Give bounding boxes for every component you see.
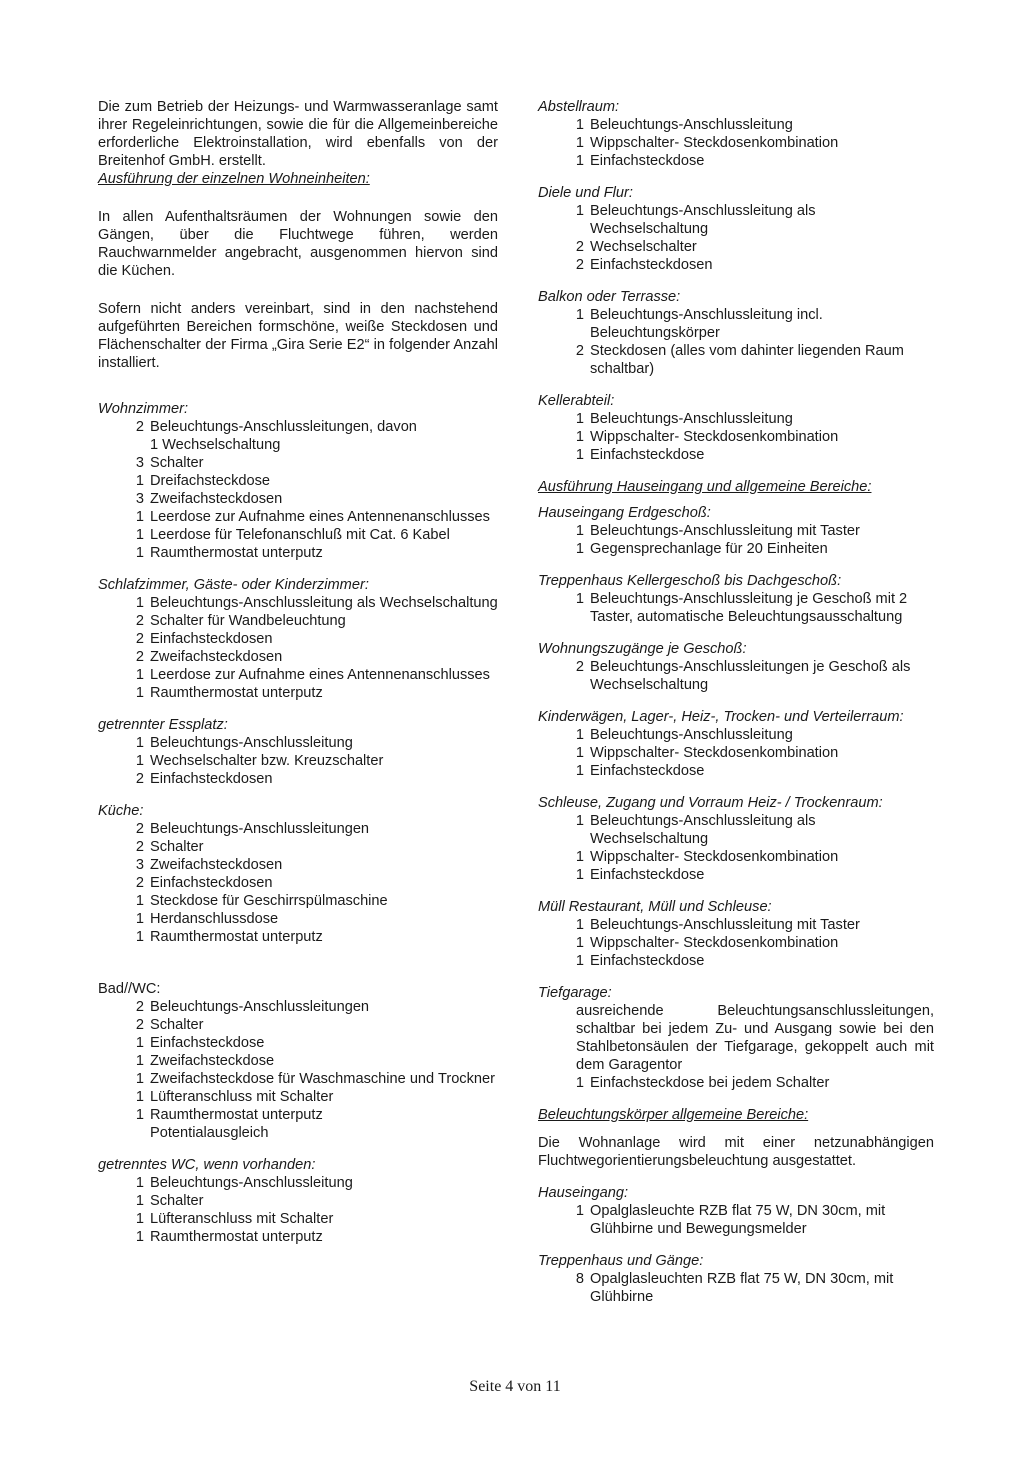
item-list (538, 658, 934, 694)
item-text: Schalter für Wandbeleuchtung (150, 613, 346, 629)
section (538, 898, 934, 970)
list-item (538, 306, 934, 342)
list-item (98, 630, 498, 648)
item-quantity: 1 (135, 893, 144, 909)
section (538, 288, 934, 378)
item-quantity: 1 (575, 953, 584, 969)
right-sections-units (538, 98, 934, 464)
lighting-paragraph: Die Wohnanlage wird mit einer netzunabhängigen Fluchtwegorientierungsbeleuchtung ausgestattet. (538, 1135, 934, 1169)
list-item (98, 1070, 498, 1088)
item-list (98, 998, 498, 1142)
item-quantity: 2 (135, 1017, 144, 1033)
item-text: Wechselschalter bzw. Kreuzschalter (150, 753, 384, 769)
item-quantity: 3 (135, 857, 144, 873)
item-quantity (98, 436, 150, 454)
list-item (98, 594, 498, 612)
list-item (98, 472, 498, 490)
item-text: Schalter (150, 455, 204, 471)
item-text: Einfachsteckdosen (150, 875, 273, 891)
section-title: Kinderwägen, Lager-, Heiz-, Trocken- und Verteilerraum: (538, 709, 904, 725)
item-quantity: 1 (575, 203, 584, 219)
list-item (98, 1210, 498, 1228)
item-list (538, 306, 934, 378)
list-item (98, 874, 498, 892)
item-text: Wippschalter- Steckdosenkombination (590, 935, 839, 951)
item-quantity: 2 (575, 257, 584, 273)
smoke-detector-paragraph: In allen Aufenthaltsräumen der Wohnungen sowie den Gängen, über die Fluchtwege führen, werden Rauchwarnmelder angebracht, ausgenommen hiervon sind die Küchen. (98, 209, 498, 279)
item-quantity: 2 (135, 613, 144, 629)
item-quantity: 2 (135, 631, 144, 647)
item-quantity: 1 (575, 1075, 584, 1091)
item-text: Beleuchtungs-Anschlussleitung (150, 735, 353, 751)
list-item (98, 544, 498, 562)
item-list (98, 1174, 498, 1246)
section (538, 708, 934, 780)
item-quantity: 1 (575, 117, 584, 133)
section-title: Wohnungszugänge je Geschoß: (538, 641, 747, 657)
item-list (538, 916, 934, 970)
tiefgarage-text: ausreichende Beleuchtungsanschlussleitungen, schaltbar bei jedem Zu- und Ausgang sowie bei den Stahlbetonsäulen der Tiefgarage, gekoppelt auch mit dem Garagentor (576, 1003, 934, 1073)
list-item (538, 202, 934, 238)
item-text: Gegensprechanlage für 20 Einheiten (590, 541, 828, 557)
intro-paragraph: Die zum Betrieb der Heizungs- und Warmwasseranlage samt ihrer Regeleinrichtungen, sowie die für die Allgemeinbereiche erforderliche Elektroinstallation, wird ebenfalls von der Breitenhof GmbH. erstellt. (98, 99, 498, 169)
item-quantity: 1 (575, 153, 584, 169)
list-item (98, 1034, 498, 1052)
section-title: Schleuse, Zugang und Vorraum Heiz- / Trockenraum: (538, 795, 883, 811)
item-text: Steckdose für Geschirrspülmaschine (150, 893, 388, 909)
list-item (538, 152, 934, 170)
item-quantity: 1 (575, 917, 584, 933)
item-quantity: 1 (575, 813, 584, 829)
item-list (98, 734, 498, 788)
right-column (538, 98, 934, 1320)
list-item (538, 256, 934, 274)
list-item (98, 1016, 498, 1034)
item-quantity: 2 (135, 999, 144, 1015)
list-item (538, 812, 934, 848)
item-text: Dreifachsteckdose (150, 473, 271, 489)
item-text: Einfachsteckdose (590, 447, 705, 463)
list-item (98, 648, 498, 666)
item-text: Opalglasleuchte RZB flat 75 W, DN 30cm, mit Glühbirne und Bewegungsmelder (590, 1203, 886, 1237)
item-text: Steckdosen (alles vom dahinter liegenden Raum schaltbar) (590, 343, 904, 377)
item-text: Einfachsteckdose (590, 953, 705, 969)
item-text: Raumthermostat unterputz (150, 545, 323, 561)
item-quantity: 2 (575, 659, 584, 675)
list-item (98, 1174, 498, 1192)
list-item (538, 658, 934, 694)
item-quantity: 1 (575, 935, 584, 951)
list-item (98, 454, 498, 472)
section-title: Treppenhaus Kellergeschoß bis Dachgeschoß: (538, 573, 842, 589)
item-quantity: 1 (135, 929, 144, 945)
section (98, 802, 498, 946)
section (98, 400, 498, 562)
list-item (538, 428, 934, 446)
item-text: 1 Wechselschaltung (150, 437, 281, 453)
section (538, 184, 934, 274)
item-text: Zweifachsteckdosen (150, 857, 283, 873)
section-title: Tiefgarage: (538, 985, 612, 1001)
list-item (98, 418, 498, 436)
item-quantity: 1 (575, 447, 584, 463)
section (538, 794, 934, 884)
item-text: Herdanschlussdose (150, 911, 279, 927)
item-quantity: 1 (575, 307, 584, 323)
list-item (538, 952, 934, 970)
item-text: Beleuchtungs-Anschlussleitung (590, 117, 793, 133)
item-list (538, 522, 934, 558)
item-text: Schalter (150, 1193, 204, 1209)
section-tiefgarage (538, 984, 934, 1092)
list-item (98, 1088, 498, 1106)
section-title: getrenntes WC, wenn vorhanden: (98, 1157, 316, 1173)
item-text: Wechselschalter (590, 239, 697, 255)
list-item (538, 134, 934, 152)
item-quantity: 1 (135, 1053, 144, 1069)
item-quantity: 1 (575, 591, 584, 607)
item-quantity: 1 (575, 745, 584, 761)
item-text: Raumthermostat unterputz (150, 929, 323, 945)
list-item (98, 734, 498, 752)
item-quantity: 1 (135, 473, 144, 489)
item-text: Beleuchtungs-Anschlussleitung je Geschoß mit 2 Taster, automatische Beleuchtungsausschaltung (590, 591, 908, 625)
item-text: Einfachsteckdosen (150, 631, 273, 647)
list-item (538, 446, 934, 464)
section (538, 1252, 934, 1306)
item-quantity: 1 (575, 1203, 584, 1219)
item-text: Einfachsteckdose (590, 867, 705, 883)
list-item (538, 1202, 934, 1238)
section (538, 504, 934, 558)
list-item (98, 892, 498, 910)
item-text: Schalter (150, 839, 204, 855)
section-title: Abstellraum: (538, 99, 620, 115)
right-sections-lighting (538, 1184, 934, 1306)
list-item (98, 998, 498, 1016)
section (538, 1184, 934, 1238)
page-number: Seite 4 von 11 (469, 1378, 561, 1395)
item-text: Wippschalter- Steckdosenkombination (590, 135, 839, 151)
item-text: Leerdose für Telefonanschluß mit Cat. 6 Kabel (150, 527, 450, 543)
item-quantity: 1 (135, 735, 144, 751)
section-title: Diele und Flur: (538, 185, 633, 201)
list-item (538, 848, 934, 866)
item-text: Wippschalter- Steckdosenkombination (590, 429, 839, 445)
item-list (538, 812, 934, 884)
item-text: Raumthermostat unterputz (150, 685, 323, 701)
item-text: Beleuchtungs-Anschlussleitung als Wechselschaltung (590, 203, 816, 237)
item-text: Zweifachsteckdose (150, 1053, 275, 1069)
left-sections (98, 400, 498, 1246)
item-text: Beleuchtungs-Anschlussleitungen je Geschoß als Wechselschaltung (590, 659, 911, 693)
item-quantity: 2 (135, 771, 144, 787)
item-text: Zweifachsteckdosen (150, 491, 283, 507)
item-quantity: 1 (575, 849, 584, 865)
item-list (98, 820, 498, 946)
sockets-paragraph: Sofern nicht anders vereinbart, sind in den nachstehend aufgeführten Bereichen formschöne, weiße Steckdosen und Flächenschalter der Firma „Gira Serie E2“ in folgender Anzahl installiert. (98, 301, 498, 371)
item-text: Potentialausgleich (150, 1125, 269, 1141)
item-quantity: 1 (575, 763, 584, 779)
section (538, 640, 934, 694)
left-column (98, 98, 498, 1260)
list-item (538, 342, 934, 378)
section (538, 392, 934, 464)
item-quantity: 1 (575, 523, 584, 539)
list-item (98, 436, 498, 454)
section (98, 716, 498, 788)
item-text: Raumthermostat unterputz (150, 1107, 323, 1123)
section (98, 1156, 498, 1246)
item-quantity: 1 (135, 667, 144, 683)
item-quantity: 1 (135, 1229, 144, 1245)
section (538, 572, 934, 626)
item-list (98, 418, 498, 562)
item-quantity: 2 (135, 839, 144, 855)
item-list (538, 202, 934, 274)
item-quantity: 1 (135, 545, 144, 561)
item-text: Beleuchtungs-Anschlussleitung mit Taster (590, 917, 860, 933)
item-quantity: 1 (575, 541, 584, 557)
item-text: Wippschalter- Steckdosenkombination (590, 745, 839, 761)
item-quantity: 1 (135, 911, 144, 927)
item-list (98, 594, 498, 702)
list-item (98, 838, 498, 856)
item-quantity: 1 (135, 527, 144, 543)
item-list (538, 116, 934, 170)
list-item (98, 856, 498, 874)
item-quantity: 1 (135, 1107, 144, 1123)
item-quantity: 1 (135, 1211, 144, 1227)
item-text: Beleuchtungs-Anschlussleitung als Wechselschaltung (150, 595, 498, 611)
list-item (98, 752, 498, 770)
item-text: Beleuchtungs-Anschlussleitung (590, 411, 793, 427)
list-item (98, 490, 498, 508)
lighting-heading: Beleuchtungskörper allgemeine Bereiche: (538, 1107, 809, 1123)
item-quantity: 2 (575, 343, 584, 359)
item-quantity: 1 (575, 429, 584, 445)
item-quantity: 1 (575, 727, 584, 743)
item-text: Beleuchtungs-Anschlussleitungen (150, 821, 370, 837)
section-title: Hauseingang Erdgeschoß: (538, 505, 711, 521)
list-item (538, 522, 934, 540)
item-quantity: 2 (135, 419, 144, 435)
item-quantity: 1 (135, 509, 144, 525)
item-quantity: 3 (135, 491, 144, 507)
list-item (538, 238, 934, 256)
item-list (538, 590, 934, 626)
list-item (538, 916, 934, 934)
item-quantity: 8 (575, 1271, 584, 1287)
item-text: Einfachsteckdose (590, 153, 705, 169)
list-item (98, 1192, 498, 1210)
section-title: Küche: (98, 803, 144, 819)
item-text: Zweifachsteckdose für Waschmaschine und Trockner (150, 1071, 495, 1087)
item-text: Einfachsteckdosen (150, 771, 273, 787)
item-quantity: 1 (135, 1089, 144, 1105)
section-title: Müll Restaurant, Müll und Schleuse: (538, 899, 772, 915)
units-heading: Ausführung der einzelnen Wohneinheiten: (98, 171, 370, 187)
item-list (538, 726, 934, 780)
list-item (98, 1052, 498, 1070)
item-text: Einfachsteckdose (150, 1035, 265, 1051)
list-item (538, 116, 934, 134)
section-title: Hauseingang: (538, 1185, 629, 1201)
list-item (538, 726, 934, 744)
item-text: Beleuchtungs-Anschlussleitung mit Taster (590, 523, 860, 539)
item-list (538, 1270, 934, 1306)
list-item (538, 1074, 934, 1092)
item-list (538, 1202, 934, 1238)
list-item (98, 1124, 498, 1142)
section-title: Bad//WC: (98, 981, 161, 997)
list-item (538, 1270, 934, 1306)
item-quantity: 1 (135, 685, 144, 701)
list-item (98, 526, 498, 544)
section-title: Balkon oder Terrasse: (538, 289, 681, 305)
list-item (98, 928, 498, 946)
item-text: Wippschalter- Steckdosenkombination (590, 849, 839, 865)
item-quantity: 2 (575, 239, 584, 255)
item-text: Raumthermostat unterputz (150, 1229, 323, 1245)
list-item (538, 590, 934, 626)
item-quantity: 2 (135, 821, 144, 837)
item-text: Leerdose zur Aufnahme eines Antennenanschlusses (150, 509, 490, 525)
item-quantity (98, 1124, 150, 1142)
section (98, 576, 498, 702)
item-text: Schalter (150, 1017, 204, 1033)
list-item (538, 410, 934, 428)
item-text: Einfachsteckdose (590, 763, 705, 779)
item-quantity: 1 (135, 1193, 144, 1209)
section-title: getrennter Essplatz: (98, 717, 228, 733)
item-quantity: 1 (575, 411, 584, 427)
list-item (98, 684, 498, 702)
list-item (98, 612, 498, 630)
list-item (98, 1228, 498, 1246)
list-item (98, 770, 498, 788)
item-text: Beleuchtungs-Anschlussleitung (590, 727, 793, 743)
list-item (538, 744, 934, 762)
item-text: Beleuchtungs-Anschlussleitung (150, 1175, 353, 1191)
right-sections-general (538, 504, 934, 970)
item-text: Zweifachsteckdosen (150, 649, 283, 665)
item-quantity: 1 (135, 1071, 144, 1087)
section-title: Wohnzimmer: (98, 401, 189, 417)
item-text: Beleuchtungs-Anschlussleitung incl. Beleuchtungskörper (590, 307, 823, 341)
item-quantity: 3 (135, 455, 144, 471)
section (538, 98, 934, 170)
list-item (98, 666, 498, 684)
item-text: Einfachsteckdose bei jedem Schalter (590, 1075, 830, 1091)
list-item (538, 934, 934, 952)
list-item (538, 866, 934, 884)
item-text: Lüfteranschluss mit Schalter (150, 1089, 334, 1105)
list-item (98, 1106, 498, 1124)
list-item (538, 540, 934, 558)
section (98, 980, 498, 1142)
item-text: Beleuchtungs-Anschlussleitung als Wechselschaltung (590, 813, 816, 847)
item-quantity: 1 (135, 1175, 144, 1191)
list-item (538, 762, 934, 780)
item-text: Opalglasleuchten RZB flat 75 W, DN 30cm, mit Glühbirne (590, 1271, 894, 1305)
item-list (538, 410, 934, 464)
item-text: Einfachsteckdosen (590, 257, 713, 273)
item-quantity: 2 (135, 875, 144, 891)
item-quantity: 1 (135, 1035, 144, 1051)
list-item (98, 820, 498, 838)
item-quantity: 1 (135, 753, 144, 769)
section-title: Treppenhaus und Gänge: (538, 1253, 704, 1269)
item-quantity: 1 (575, 135, 584, 151)
section-title: Kellerabteil: (538, 393, 615, 409)
item-quantity: 2 (135, 649, 144, 665)
general-areas-heading: Ausführung Hauseingang und allgemeine Bereiche: (538, 479, 872, 495)
item-text: Lüfteranschluss mit Schalter (150, 1211, 334, 1227)
item-text: Leerdose zur Aufnahme eines Antennenanschlusses (150, 667, 490, 683)
item-quantity: 1 (135, 595, 144, 611)
list-item (98, 910, 498, 928)
item-text: Beleuchtungs-Anschlussleitungen, davon (150, 419, 417, 435)
item-quantity: 1 (575, 867, 584, 883)
item-text: Beleuchtungs-Anschlussleitungen (150, 999, 370, 1015)
list-item (98, 508, 498, 526)
section-title: Schlafzimmer, Gäste- oder Kinderzimmer: (98, 577, 369, 593)
